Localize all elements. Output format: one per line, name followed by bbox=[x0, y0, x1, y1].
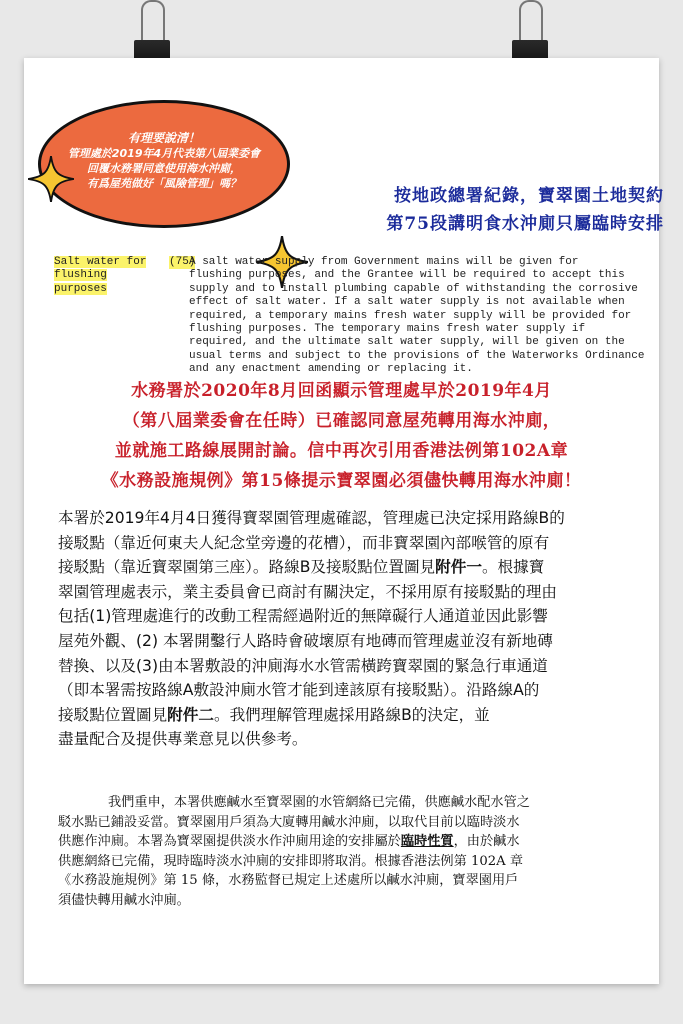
paragraph-line: 駁水點已鋪設妥當。寶翠園用戶須為大廈轉用鹹水沖廁，以取代目前以臨時淡水 bbox=[58, 814, 520, 830]
clause-line: A salt water supply from Government mains will be given for bbox=[189, 256, 579, 268]
margin-note-line: flushing bbox=[54, 269, 107, 282]
clause-line: required, and the ultimate salt water supply, will be given on the bbox=[189, 336, 625, 349]
speech-bubble bbox=[38, 100, 290, 228]
letter-paragraph-1 bbox=[58, 506, 638, 752]
paragraph-line: 供應網絡已完備，現時臨時淡水沖廁的安排即將取消。根據香港法例第 102A 章 bbox=[58, 853, 524, 869]
paragraph-line: 接駁點（靠近何東夫人紀念堂旁邊的花槽），而非寶翠園內部喉管的原有 bbox=[58, 533, 550, 552]
paragraph-line: 翠園管理處表示，業主委員會已商討有關決定，不採用原有接駁點的理由 bbox=[58, 582, 558, 601]
blue-heading-line: 按地政總署紀錄，寶翠園土地契約 bbox=[394, 186, 664, 206]
clause-number: (75) bbox=[169, 256, 196, 268]
bubble-line: 管理處於2019年4月代表第八屆業委會 bbox=[67, 147, 261, 160]
clause-line: supply and to install plumbing capable of withstanding the corrosive bbox=[189, 282, 638, 295]
red-heading bbox=[24, 376, 659, 496]
paragraph-line: 《水務設施規例》第 15 條，水務監督已規定上述處所以鹹水沖廁，寶翠園用戶 bbox=[58, 873, 519, 888]
clause-line: usual terms and subject to the provisions of the Waterworks Ordinance bbox=[189, 349, 645, 362]
clause-line: flushing purposes, and the Grantee will be required to accept this bbox=[189, 269, 625, 282]
paragraph-line: 供應作沖廁。本署為寶翠園提供淡水作沖廁用途的安排屬於臨時性質，由於鹹水 bbox=[58, 834, 520, 849]
bubble-line: 有爲屋苑做好「風險管理」嗎？ bbox=[87, 177, 241, 190]
sparkle-star-icon bbox=[28, 156, 74, 202]
blue-heading-line: 第75段講明食水沖廁只屬臨時安排 bbox=[386, 214, 664, 234]
red-heading-line: 水務署於2020年8月回函顯示管理處早於2019年4月 bbox=[131, 381, 552, 401]
annex-two-ref: 附件二 bbox=[167, 705, 214, 724]
red-heading-line: 《水務設施規例》第15條提示寶翠園必須儘快轉用海水沖廁！ bbox=[101, 471, 582, 491]
clause-line: and any enactment amending or replacing it. bbox=[189, 363, 473, 376]
clause-line: flushing purposes. The temporary mains fresh water supply if bbox=[189, 323, 586, 336]
clause-line: required, a temporary mains fresh water supply will be provided for bbox=[189, 309, 632, 322]
bubble-line: 有理要說清！ bbox=[127, 131, 200, 145]
clause-text bbox=[189, 256, 659, 377]
bubble-line: 回覆水務署同意使用海水沖廁， bbox=[87, 162, 241, 175]
paragraph-line: 替換、以及(3)由本署敷設的沖廁海水水管需橫跨寶翠園的緊急行車通道 bbox=[58, 656, 548, 675]
clause-line: effect of salt water. If a salt water supply is not available when bbox=[189, 296, 625, 309]
paragraph-line: 接駁點位置圖見附件二。我們理解管理處採用路線B的決定，並 bbox=[58, 705, 490, 724]
lease-margin-note bbox=[54, 256, 150, 296]
margin-note-line: Salt water for bbox=[54, 256, 147, 268]
letter-paragraph-2 bbox=[58, 793, 638, 910]
red-heading-line: 並就施工路線展開討論。信中再次引用香港法例第102A章 bbox=[114, 441, 569, 461]
paragraph-line: 我們重申，本署供應鹹水至寶翠園的水管網絡已完備，供應鹹水配水管之 bbox=[108, 795, 530, 810]
paragraph-line: 接駁點（靠近寶翠園第三座）。路線B及接駁點位置圖見附件一。根據寶 bbox=[58, 558, 545, 577]
paragraph-line: 本署於2019年4月4日獲得寶翠園管理處確認，管理處已決定採用路線B的 bbox=[58, 509, 565, 527]
paragraph-line: 屋苑外觀、(2) 本署開鑿行人路時會破壞原有地磚而管理處並沒有新地磚 bbox=[58, 631, 553, 650]
margin-note-line: purposes bbox=[54, 282, 107, 295]
paragraph-line: 須儘快轉用鹹水沖廁。 bbox=[58, 892, 190, 908]
paragraph-line: 包括(1)管理處進行的改動工程需經過附近的無障礙行人通道並因此影響 bbox=[58, 607, 548, 626]
annex-one-ref: 附件一 bbox=[435, 558, 482, 577]
poster-sheet bbox=[24, 58, 664, 984]
blue-heading bbox=[314, 182, 664, 238]
paragraph-line: 盡量配合及提供專業意見以供參考。 bbox=[58, 730, 308, 749]
temporary-nature-ref: 臨時性質 bbox=[400, 834, 454, 849]
paragraph-line: （即本署需按路線A敷設沖廁水管才能到達該原有接駁點）。沿路線A的 bbox=[58, 681, 540, 700]
red-heading-line: （第八屆業委會在任時）已確認同意屋苑轉用海水沖廁， bbox=[122, 411, 561, 431]
